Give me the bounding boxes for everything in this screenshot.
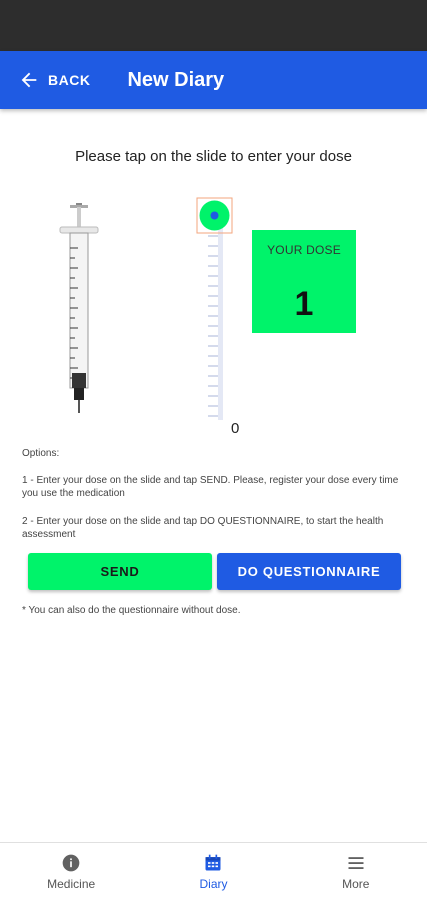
do-questionnaire-button[interactable]: DO QUESTIONNAIRE bbox=[217, 553, 401, 590]
page-title: New Diary bbox=[127, 68, 225, 91]
instruction-text: Please tap on the slide to enter your dose bbox=[75, 148, 352, 165]
slider-min-label: 0 bbox=[231, 420, 240, 437]
arrow-left-icon bbox=[18, 69, 40, 91]
info-icon bbox=[61, 853, 81, 873]
menu-icon bbox=[346, 853, 366, 873]
option-2-text: 2 - Enter your dose on the slide and tap DO QUESTIONNAIRE, to start the health assessment bbox=[22, 516, 384, 540]
back-label: BACK bbox=[48, 72, 91, 88]
back-button[interactable] bbox=[18, 69, 90, 91]
footnote: * You can also do the questionnaire without dose. bbox=[22, 605, 241, 616]
syringe-illustration bbox=[56, 203, 102, 413]
send-button[interactable]: SEND bbox=[28, 553, 212, 590]
status-bar bbox=[0, 0, 427, 51]
nav-label-more: More bbox=[342, 876, 370, 891]
nav-label-medicine: Medicine bbox=[47, 876, 96, 891]
calendar-icon bbox=[203, 853, 223, 873]
dose-value: 1 bbox=[294, 285, 314, 323]
app-bar bbox=[0, 51, 427, 109]
option-1-text: 1 - Enter your dose on the slide and tap SEND. Please, register your dose every time you use the medication bbox=[22, 475, 399, 499]
nav-label-diary: Diary bbox=[199, 876, 228, 891]
options-title: Options: bbox=[22, 448, 60, 459]
dose-label: YOUR DOSE bbox=[267, 243, 341, 257]
dose-slider[interactable] bbox=[194, 196, 244, 436]
nav-item-more[interactable] bbox=[285, 843, 427, 900]
nav-item-diary[interactable] bbox=[142, 843, 284, 900]
dose-display bbox=[252, 230, 356, 333]
nav-item-medicine[interactable] bbox=[0, 843, 142, 900]
bottom-nav bbox=[0, 842, 427, 900]
